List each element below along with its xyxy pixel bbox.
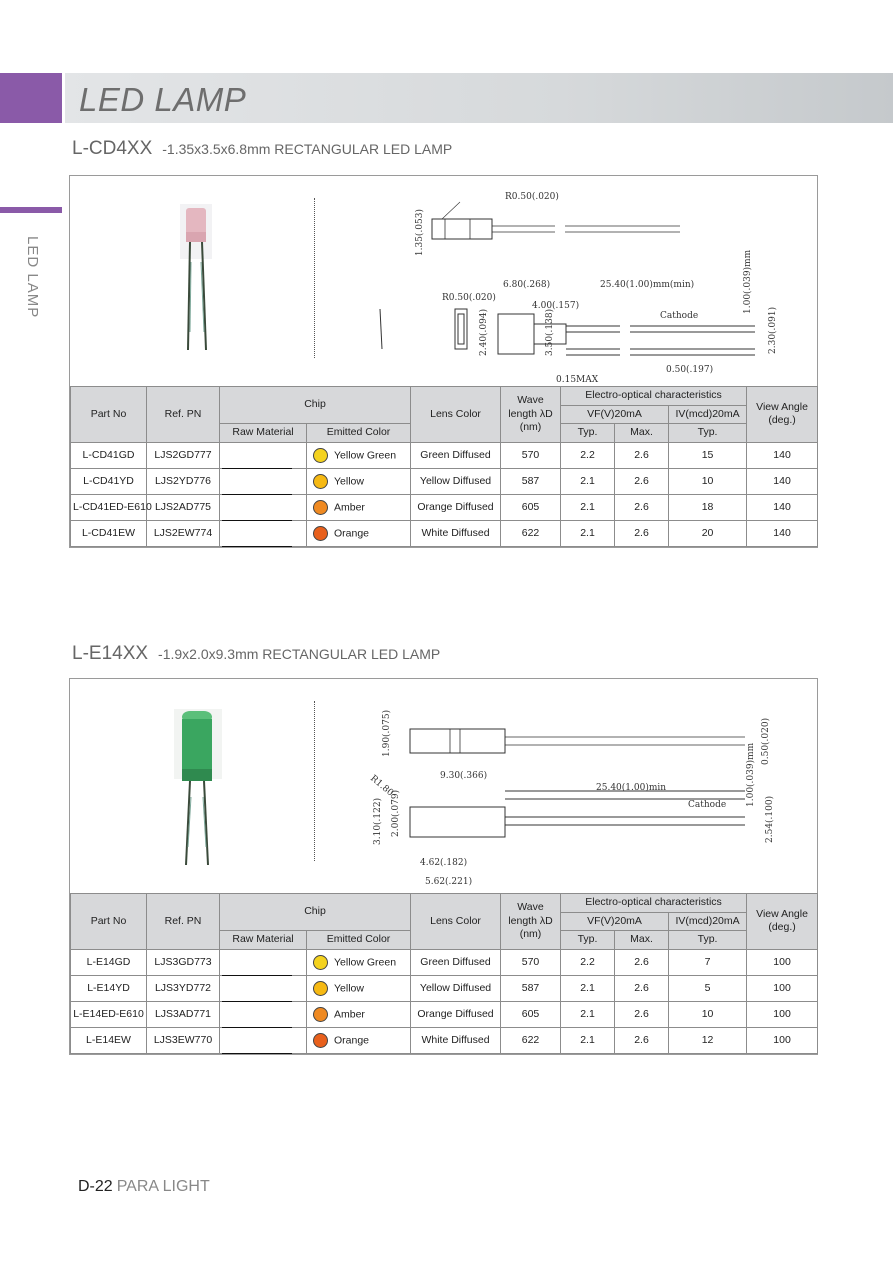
dim-label: Cathode [688, 800, 727, 810]
col-header-emitted-color: Emitted Color [307, 424, 411, 443]
table-row [71, 468, 818, 494]
cell-vf-typ: 2.1 [561, 520, 615, 546]
dimension-drawing [360, 184, 778, 385]
cell-angle: 100 [747, 1027, 818, 1053]
cell-lens: Green Diffused [411, 442, 501, 468]
cell-angle: 140 [747, 442, 818, 468]
table-row [71, 975, 818, 1001]
cell-lens: Yellow Diffused [411, 468, 501, 494]
cell-lens: Green Diffused [411, 949, 501, 975]
color-dot [313, 474, 328, 489]
cell-raw-material [220, 520, 307, 546]
color-label: Yellow Green [334, 956, 397, 969]
cell-angle: 140 [747, 494, 818, 520]
cell-ref-pn: LJS3AD771 [147, 1001, 220, 1027]
cell-angle: 140 [747, 468, 818, 494]
col-header-vf-typ: Typ. [561, 931, 615, 950]
color-label: Orange [334, 1034, 370, 1047]
section-part-code: L-E14XX [72, 643, 149, 664]
cell-emitted-color [307, 975, 411, 1001]
cell-wave: 587 [501, 975, 561, 1001]
dim-label: 2.40(.094) [479, 308, 489, 356]
section-description: -1.35x3.5x6.8mm RECTANGULAR LED LAMP [162, 141, 453, 157]
cell-raw-material [220, 468, 307, 494]
cell-emitted-color [307, 949, 411, 975]
accent-block [0, 73, 62, 123]
product-panel [69, 175, 818, 548]
dim-label: 6.80(.268) [503, 280, 551, 290]
spec-table [70, 893, 818, 1054]
table-row [71, 494, 818, 520]
color-dot [313, 448, 328, 463]
col-header-ref-pn: Ref. PN [147, 387, 220, 443]
col-header-iv: IV(mcd)20mA [669, 912, 747, 931]
dim-label: R0.50(.020) [442, 293, 496, 303]
cell-raw-material [220, 442, 307, 468]
col-header-raw-material: Raw Material [220, 424, 307, 443]
col-header-lens-color: Lens Color [411, 387, 501, 443]
table-row [71, 1027, 818, 1053]
col-header-vf-max: Max. [615, 424, 669, 443]
cell-iv-typ: 10 [669, 1001, 747, 1027]
section-title [72, 643, 440, 665]
cell-lens: Orange Diffused [411, 1001, 501, 1027]
cell-vf-typ: 2.2 [561, 949, 615, 975]
dim-label: 0.15MAX [556, 375, 599, 385]
section-title [72, 138, 452, 160]
col-header-iv-typ: Typ. [669, 931, 747, 950]
cell-iv-typ: 7 [669, 949, 747, 975]
color-label: Yellow Green [334, 449, 397, 462]
section-description: -1.9x2.0x9.3mm RECTANGULAR LED LAMP [158, 646, 441, 662]
table-row [71, 1001, 818, 1027]
col-header-raw-material: Raw Material [220, 931, 307, 950]
cell-wave: 622 [501, 1027, 561, 1053]
color-label: Yellow [334, 475, 364, 488]
dim-label: 9.30(.366) [440, 771, 488, 781]
dim-label: 2.30(.091) [768, 306, 778, 354]
cell-angle: 100 [747, 1001, 818, 1027]
col-header-electro-optical: Electro-optical characteristics [561, 387, 747, 406]
drawing-area [70, 679, 817, 893]
col-header-vf: VF(V)20mA [561, 405, 669, 424]
color-dot [313, 526, 328, 541]
cell-part-no: L-CD41YD [71, 468, 147, 494]
cell-vf-max: 2.6 [615, 494, 669, 520]
color-label: Amber [334, 501, 365, 514]
side-accent-bar [0, 207, 62, 213]
page-footer [78, 1178, 210, 1196]
dim-label: 4.62(.182) [420, 858, 468, 868]
col-header-iv: IV(mcd)20mA [669, 405, 747, 424]
cell-vf-max: 2.6 [615, 520, 669, 546]
cell-emitted-color [307, 442, 411, 468]
col-header-part-no: Part No [71, 387, 147, 443]
cell-iv-typ: 5 [669, 975, 747, 1001]
cell-vf-typ: 2.1 [561, 1027, 615, 1053]
dim-label: 25.40(1.00)mm(min) [600, 280, 695, 290]
header-banner [65, 73, 893, 123]
cell-angle: 140 [747, 520, 818, 546]
cell-part-no: L-E14ED-E610 [71, 1001, 147, 1027]
dim-label: Cathode [660, 311, 699, 321]
cell-vf-max: 2.6 [615, 442, 669, 468]
cell-wave: 570 [501, 949, 561, 975]
brand-name: PARA LIGHT [116, 1178, 210, 1195]
cell-emitted-color [307, 494, 411, 520]
cell-angle: 100 [747, 949, 818, 975]
led-photo-green [170, 707, 230, 867]
cell-emitted-color [307, 520, 411, 546]
cell-wave: 570 [501, 442, 561, 468]
cell-wave: 605 [501, 494, 561, 520]
dim-label: 0.50(.020) [761, 717, 771, 765]
cell-raw-material [220, 949, 307, 975]
dim-label: 4.00(.157) [532, 301, 580, 311]
cell-vf-max: 2.6 [615, 1001, 669, 1027]
cell-lens: Yellow Diffused [411, 975, 501, 1001]
cell-iv-typ: 18 [669, 494, 747, 520]
cell-wave: 587 [501, 468, 561, 494]
dim-label: 0.50(.197) [666, 365, 714, 375]
dim-label: 25.40(1.00)min [596, 783, 667, 793]
dim-label: 2.00(.079) [391, 789, 401, 837]
dimension-drawing [360, 687, 775, 892]
cell-ref-pn: LJS2GD777 [147, 442, 220, 468]
cell-lens: White Diffused [411, 1027, 501, 1053]
dim-label: 3.50(.138) [545, 308, 555, 356]
color-dot [313, 500, 328, 515]
product-panel [69, 678, 818, 1055]
cell-raw-material [220, 494, 307, 520]
col-header-lens-color: Lens Color [411, 894, 501, 950]
dim-label: 1.90(.075) [382, 709, 392, 757]
col-header-ref-pn: Ref. PN [147, 894, 220, 950]
table-row [71, 442, 818, 468]
cell-vf-max: 2.6 [615, 975, 669, 1001]
cell-vf-typ: 2.1 [561, 1001, 615, 1027]
cell-part-no: L-CD41EW [71, 520, 147, 546]
col-header-iv-typ: Typ. [669, 424, 747, 443]
cell-angle: 100 [747, 975, 818, 1001]
color-dot [313, 1033, 328, 1048]
color-label: Yellow [334, 982, 364, 995]
color-dot [313, 981, 328, 996]
cell-ref-pn: LJS2EW774 [147, 520, 220, 546]
col-header-view-angle: View Angle (deg.) [747, 387, 818, 443]
cell-raw-material [220, 975, 307, 1001]
cell-part-no: L-CD41ED-E610 [71, 494, 147, 520]
cell-part-no: L-CD41GD [71, 442, 147, 468]
cell-wave: 622 [501, 520, 561, 546]
page-number: D-22 [78, 1178, 113, 1195]
col-header-emitted-color: Emitted Color [307, 931, 411, 950]
cell-vf-max: 2.6 [615, 468, 669, 494]
col-header-chip: Chip [220, 387, 411, 424]
dim-label: 1.00(.039)mm [743, 249, 753, 314]
side-label: LED LAMP [24, 236, 41, 319]
col-header-view-angle: View Angle (deg.) [747, 894, 818, 950]
dim-label: 2.54(.100) [765, 795, 775, 843]
cell-ref-pn: LJS3YD772 [147, 975, 220, 1001]
dim-label: 1.00(.039)mm [746, 742, 756, 807]
cell-iv-typ: 10 [669, 468, 747, 494]
drawing-area [70, 176, 817, 386]
cell-vf-typ: 2.1 [561, 468, 615, 494]
divider [314, 198, 315, 358]
cell-ref-pn: LJS2AD775 [147, 494, 220, 520]
led-photo-pink [170, 202, 230, 352]
color-dot [313, 1007, 328, 1022]
dim-label: R0.50(.020) [505, 192, 559, 202]
col-header-part-no: Part No [71, 894, 147, 950]
color-label: Amber [334, 1008, 365, 1021]
cell-raw-material [220, 1001, 307, 1027]
dim-label: 3.10(.122) [373, 797, 383, 845]
cell-emitted-color [307, 1001, 411, 1027]
dim-label: 1.35(.053) [415, 209, 425, 257]
col-header-electro-optical: Electro-optical characteristics [561, 894, 747, 913]
cell-ref-pn: LJS3GD773 [147, 949, 220, 975]
cell-part-no: L-E14EW [71, 1027, 147, 1053]
dim-label: R1.80 [368, 773, 396, 799]
col-header-wavelength: Wave length λD (nm) [501, 894, 561, 950]
section-part-code: L-CD4XX [72, 138, 153, 159]
cell-ref-pn: LJS2YD776 [147, 468, 220, 494]
color-label: Orange [334, 527, 370, 540]
cell-vf-typ: 2.1 [561, 494, 615, 520]
cell-emitted-color [307, 468, 411, 494]
page-title: LED LAMP [79, 81, 247, 118]
table-row [71, 520, 818, 546]
spec-table [70, 386, 818, 547]
cell-lens: Orange Diffused [411, 494, 501, 520]
cell-emitted-color [307, 1027, 411, 1053]
col-header-vf: VF(V)20mA [561, 912, 669, 931]
cell-ref-pn: LJS3EW770 [147, 1027, 220, 1053]
cell-vf-max: 2.6 [615, 1027, 669, 1053]
cell-wave: 605 [501, 1001, 561, 1027]
table-row [71, 949, 818, 975]
col-header-vf-typ: Typ. [561, 424, 615, 443]
col-header-wavelength: Wave length λD (nm) [501, 387, 561, 443]
cell-iv-typ: 15 [669, 442, 747, 468]
color-dot [313, 955, 328, 970]
col-header-vf-max: Max. [615, 931, 669, 950]
cell-vf-max: 2.6 [615, 949, 669, 975]
cell-raw-material [220, 1027, 307, 1053]
cell-iv-typ: 20 [669, 520, 747, 546]
cell-part-no: L-E14YD [71, 975, 147, 1001]
cell-part-no: L-E14GD [71, 949, 147, 975]
col-header-chip: Chip [220, 894, 411, 931]
cell-lens: White Diffused [411, 520, 501, 546]
cell-vf-typ: 2.1 [561, 975, 615, 1001]
divider [314, 701, 315, 861]
cell-vf-typ: 2.2 [561, 442, 615, 468]
dim-label: 5.62(.221) [425, 877, 473, 887]
cell-iv-typ: 12 [669, 1027, 747, 1053]
